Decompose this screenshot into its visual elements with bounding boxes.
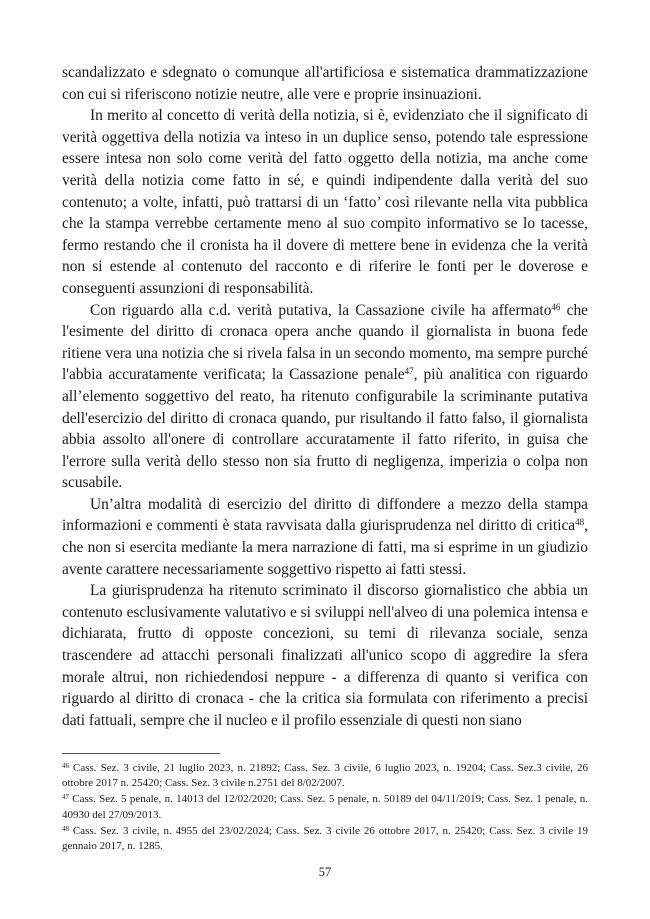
page-number: 57 — [318, 865, 332, 879]
paragraph-text: che l'esimente del diritto di cronaca opera anche quando il giornalista in buona fede ritiene vera una notizia che si rivela falsa in un secondo momento, ma sempre purché l'abbia accuratamente verificata; la Cassazione penale — [62, 301, 588, 384]
footnote-text: Cass. Sez. 5 penale, n. 14013 del 12/02/2020; Cass. Sez. 5 penale, n. 50189 del 04/11/2019; Cass. Sez. 1 penale, n. 40930 del 27/09/2013. — [62, 793, 588, 821]
paragraph — [62, 580, 588, 731]
body-text — [62, 62, 588, 731]
paragraph-text: Con riguardo alla c.d. verità putativa, la Cassazione civile ha affermato — [90, 301, 552, 319]
paragraph-text: Un’altra modalità di esercizio del diritto di diffondere a mezzo della stampa informazioni e commenti è stata ravvisata dalla giurisprudenza nel diritto di critica — [62, 495, 588, 535]
footnote-number: 46 — [62, 762, 69, 770]
footnote-divider — [62, 753, 220, 754]
footnote-number: 48 — [62, 824, 69, 833]
paragraph — [62, 105, 588, 299]
paragraph-text: , più analitica con riguardo all’elemento soggettivo del reato, ha ritenuto configurabile la scriminante putativa dell'esercizio del diritto di cronaca quando, pur risultando il fatto falso, il giornalista abbia assolto all'onere di controllare accuratamente il fatto riferito, in guisa che l'errore sulla verità dello stesso non sia frutto di negligenza, imperizia o colpa non scusabile. — [62, 366, 588, 492]
paragraph — [62, 300, 588, 494]
footnote — [62, 824, 588, 854]
paragraph-text: In merito al concetto di verità della notizia, si è, evidenziato che il significato di verità oggettiva della notizia va inteso in un duplice senso, potendo tale espressione essere intesa non solo come verità del fatto oggetto della notizia, ma anche come verità della notizia come fatto in sé, e quindi indipendente dalla verità del suo contenuto; a volte, infatti, può trattarsi di un ‘fatto’ così rilevante nella vita pubblica che la stampa verrebbe certamente meno al suo compito informativo se lo tacesse, fermo restando che il cronista ha il dovere di mettere bene in evidenza che la verità non si estende al contenuto del racconto e di riferire le fonti per le doverose e conseguenti assunzioni di responsabilità. — [62, 107, 588, 297]
paragraph — [62, 62, 588, 105]
footnote-reference: 47 — [404, 366, 414, 377]
footnote — [62, 761, 588, 791]
footnote-text: Cass. Sez. 3 civile, 21 luglio 2023, n. 21892; Cass. Sez. 3 civile, 6 luglio 2023, n. 19204; Cass. Sez.3 civile, 26 ottobre 2017 n. 25420; Cass. Sez. 3 civile n.2751 del 8/02/2007. — [62, 762, 588, 790]
paragraph-text: , che non si esercita mediante la mera narrazione di fatti, ma si esprime in un giudizio avente carattere necessariamente soggettivo rispetto ai fatti stessi. — [62, 517, 588, 578]
footnotes — [62, 761, 588, 855]
footnote-number: 47 — [62, 793, 69, 802]
footnote-reference: 48 — [575, 517, 585, 528]
paragraph-text: La giurisprudenza ha ritenuto scriminato il discorso giornalistico che abbia un contenuto esclusivamente valutativo e si sviluppi nell'alveo di una polemica intensa e dichiarata, frutto di opposte concezioni, su temi di rilevanza sociale, senza trascendere ad attacchi personali finalizzati all'unico scopo di aggredire la sfera morale altrui, non richiedendosi neppure - a differenza di quanto si verifica con riguardo al diritto di cronaca - che la critica sia formulata con riferimento a precisi dati fattuali, sempre che il nucleo e il profilo essenziale di questi non siano — [62, 582, 588, 729]
paragraph — [62, 494, 588, 580]
footnote-reference: 46 — [551, 301, 561, 312]
footnote — [62, 792, 588, 822]
footnote-text: Cass. Sez. 3 civile, n. 4955 del 23/02/2024; Cass. Sez. 3 civile 26 ottobre 2017, n. 25420; Cass. Sez. 3 civile 19 gennaio 2017, n. 1285. — [62, 824, 588, 853]
paragraph-text: scandalizzato e sdegnato o comunque all'artificiosa e sistematica drammatizzazione con cui si riferiscono notizie neutre, alle vere e proprie insinuazioni. — [62, 64, 588, 103]
